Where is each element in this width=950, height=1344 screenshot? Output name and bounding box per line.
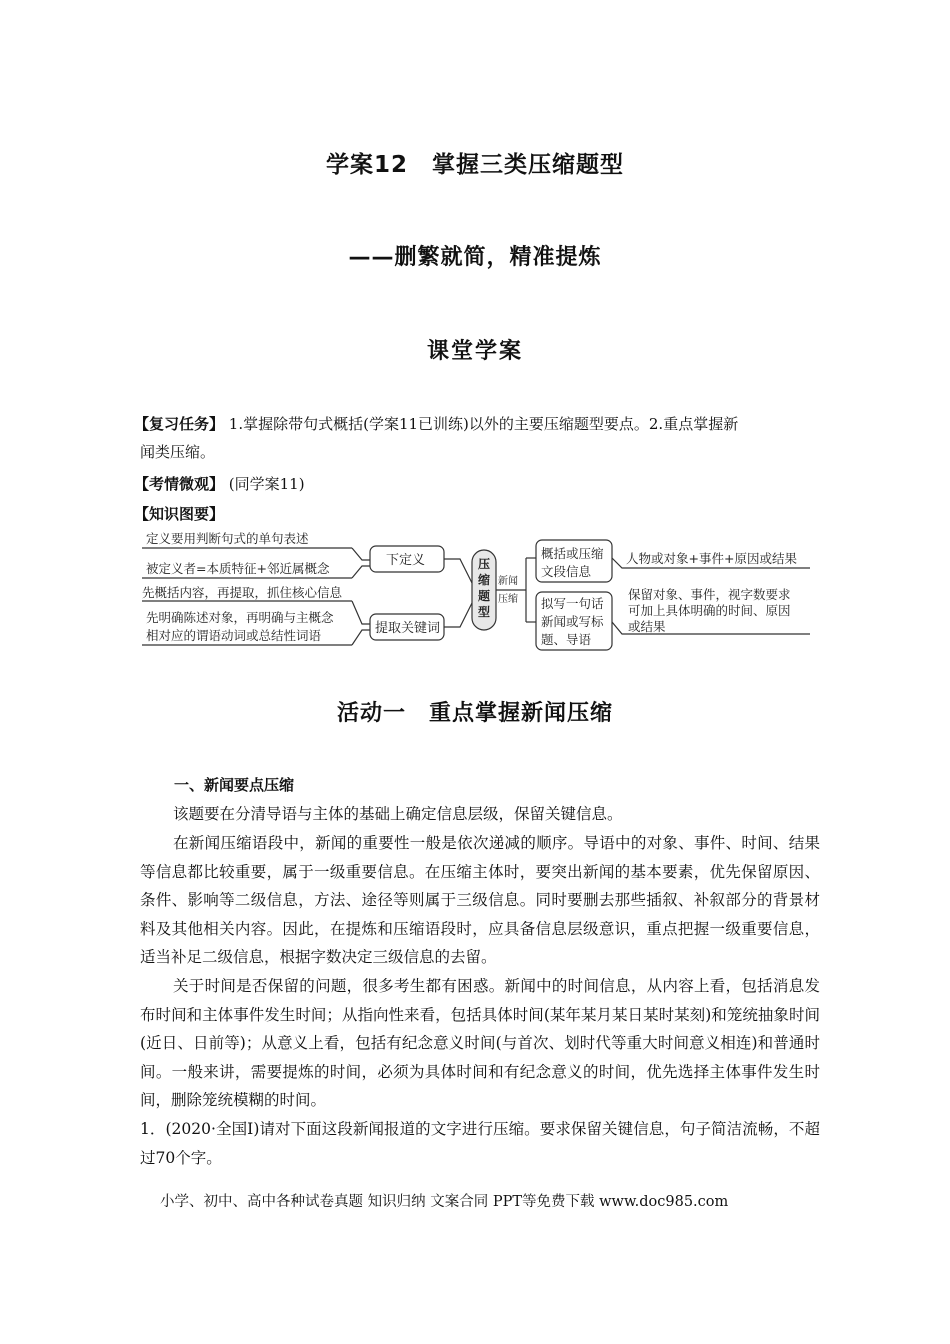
- section-heading: 一、新闻要点压缩: [174, 776, 295, 794]
- right-box2-line3: 题、导语: [541, 632, 592, 647]
- exam-text: (同学案11): [224, 475, 305, 493]
- far-right-line1: 人物或对象+事件+原因或结果: [626, 551, 797, 566]
- left-bottom-line1: 先概括内容，再提取，抓住核心信息: [142, 585, 343, 600]
- center-char3: 题: [478, 589, 491, 603]
- question-1: 1．(2020·全国Ⅰ)请对下面这段新闻报道的文字进行压缩。要求保留关键信息，句子简洁流畅，不超过70个字。: [140, 1120, 820, 1167]
- review-text-cont: 闻类压缩。: [140, 443, 216, 461]
- exam-info: [134, 470, 305, 498]
- activity-title: 活动一 重点掌握新闻压缩: [336, 701, 613, 726]
- left-top-line1: 定义要用判断句式的单句表述: [146, 531, 309, 546]
- left-top-line2: 被定义者=本质特征+邻近属概念: [146, 561, 330, 576]
- review-task: [134, 410, 824, 438]
- knowledge-label: 【知识图要】: [134, 505, 225, 523]
- review-label: 【复习任务】: [134, 415, 225, 433]
- center-char2: 缩: [478, 573, 491, 587]
- page-subtitle: ——删繁就简，精准提炼: [348, 245, 602, 270]
- paragraph-3: 关于时间是否保留的问题，很多考生都有困惑。新闻中的时间信息，从内容上看，包括消息发布时间和主体事件发生时间；从指向性来看，包括具体时间(某年某月某日某时某刻)和笼统抽象时间(近日、日前等)；从意义上看，包括有纪念意义时间(与首次、划时代等重大时间意义相连)和普通时间。一般来讲，需要提炼的时间，必须为具体时间和有纪念意义的时间，优先选择主体事件发生时间，删除笼统模糊的时间。: [140, 977, 820, 1110]
- paragraph-1: 该题要在分清导语与主体的基础上确定信息层级，保留关键信息。: [173, 805, 623, 823]
- footer-text: 小学、初中、高中各种试卷真题 知识归纳 文案合同 PPT等免费下载 www.doc985.com: [160, 1194, 729, 1210]
- section-title: 课堂学案: [426, 339, 523, 364]
- right-box1-line2: 文段信息: [541, 564, 592, 579]
- review-text: 1.掌握除带句式概括(学案11已训练)以外的主要压缩题型要点。2.重点掌握新: [224, 415, 739, 433]
- right-box1-line1: 概括或压缩: [541, 546, 604, 561]
- page-title: 学案12 掌握三类压缩题型: [325, 152, 624, 178]
- news-label2: 压缩: [498, 594, 518, 605]
- far-right-line2c: 或结果: [628, 619, 666, 634]
- exam-label: 【考情微观】: [134, 475, 225, 493]
- center-char4: 型: [478, 605, 491, 619]
- center-char1: 压: [478, 557, 491, 571]
- right-box2-line1: 拟写一句话: [541, 596, 604, 611]
- far-right-line2a: 保留对象、事件，视字数要求: [628, 587, 791, 602]
- far-right-line2b: 可加上具体明确的时间、原因: [628, 603, 791, 618]
- left-bottom-line2b: 相对应的谓语动词或总结性词语: [146, 628, 322, 643]
- left-bottom-line2a: 先明确陈述对象，再明确与主概念: [146, 610, 334, 625]
- news-label1: 新闻: [498, 576, 518, 587]
- box-define: 下定义: [386, 553, 426, 568]
- knowledge-mindmap: [138, 528, 814, 654]
- paragraph-2: 在新闻压缩语段中，新闻的重要性一般是依次递减的顺序。导语中的对象、事件、时间、结果等信息都比较重要，属于一级重要信息。在压缩主体时，要突出新闻的基本要素，优先保留原因、条件、影响等二级信息，方法、途径等则属于三级信息。同时要删去那些插叙、补叙部分的背景材料及其他相关内容。因此，在提炼和压缩语段时，应具备信息层级意识，重点把握一级重要信息，适当补足二级信息，根据字数决定三级信息的去留。: [140, 834, 820, 967]
- right-box2-line2: 新闻或写标: [541, 614, 604, 629]
- box-extract: 提取关键词: [375, 621, 441, 636]
